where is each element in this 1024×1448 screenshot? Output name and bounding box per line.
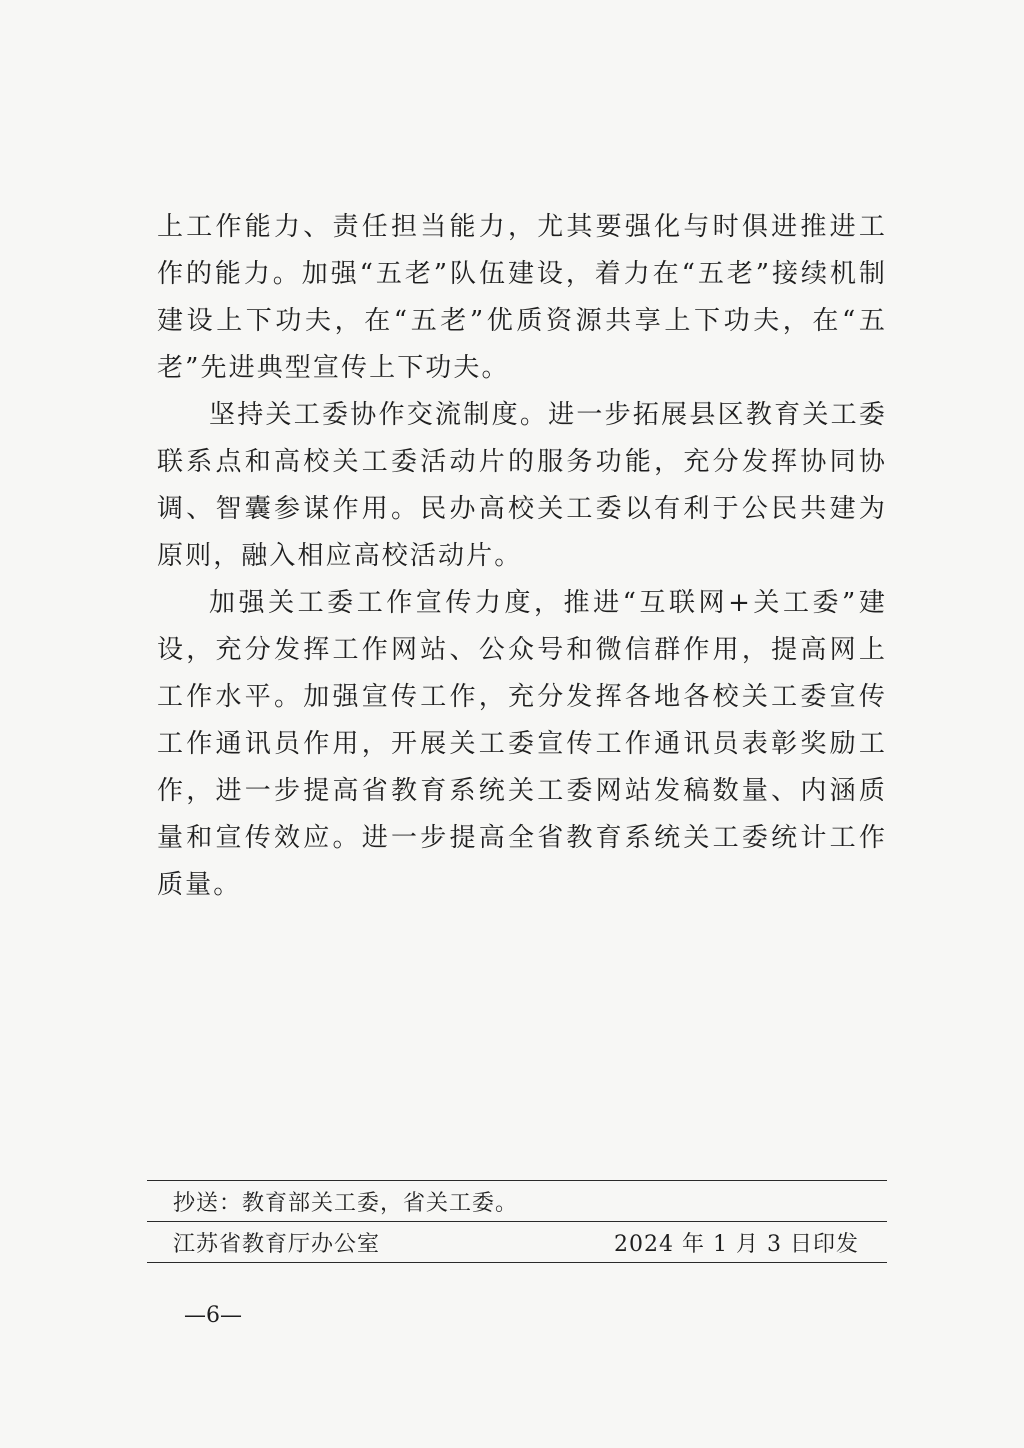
- paragraph-continuation: 上工作能力、责任担当能力，尤其要强化与时俱进推进工作的能力。加强“五老”队伍建设，着力在“五老”接续机制建设上下功夫，在“五老”优质资源共享上下功夫，在“五老”先进典型宣传上下功夫。: [157, 212, 887, 383]
- document-body: [157, 204, 887, 909]
- cc-text: 抄送：教育部关工委，省关工委。: [173, 1190, 519, 1216]
- footer-bottom-rule: [147, 1262, 887, 1263]
- issue-row: [147, 1222, 887, 1262]
- issue-date: 2024 年 1 月 3 日印发: [614, 1231, 859, 1257]
- page-number: —6—: [184, 1303, 242, 1328]
- paragraph-coordination: 坚持关工委协作交流制度。进一步拓展县区教育关工委联系点和高校关工委活动片的服务功能，充分发挥协同协调、智囊参谋作用。民办高校关工委以有利于公民共建为原则，融入相应高校活动片。: [157, 400, 887, 571]
- document-footer: [147, 1180, 887, 1263]
- paragraph-publicity: 加强关工委工作宣传力度，推进“互联网+关工委”建设，充分发挥工作网站、公众号和微信群作用，提高网上工作水平。加强宣传工作，充分发挥各地各校关工委宣传工作通讯员作用，开展关工委宣传工作通讯员表彰奖励工作，进一步提高省教育系统关工委网站发稿数量、内涵质量和宣传效应。进一步提高全省教育系统关工委统计工作质量。: [157, 588, 887, 900]
- cc-row: [147, 1181, 887, 1221]
- issuer-name: 江苏省教育厅办公室: [173, 1231, 381, 1257]
